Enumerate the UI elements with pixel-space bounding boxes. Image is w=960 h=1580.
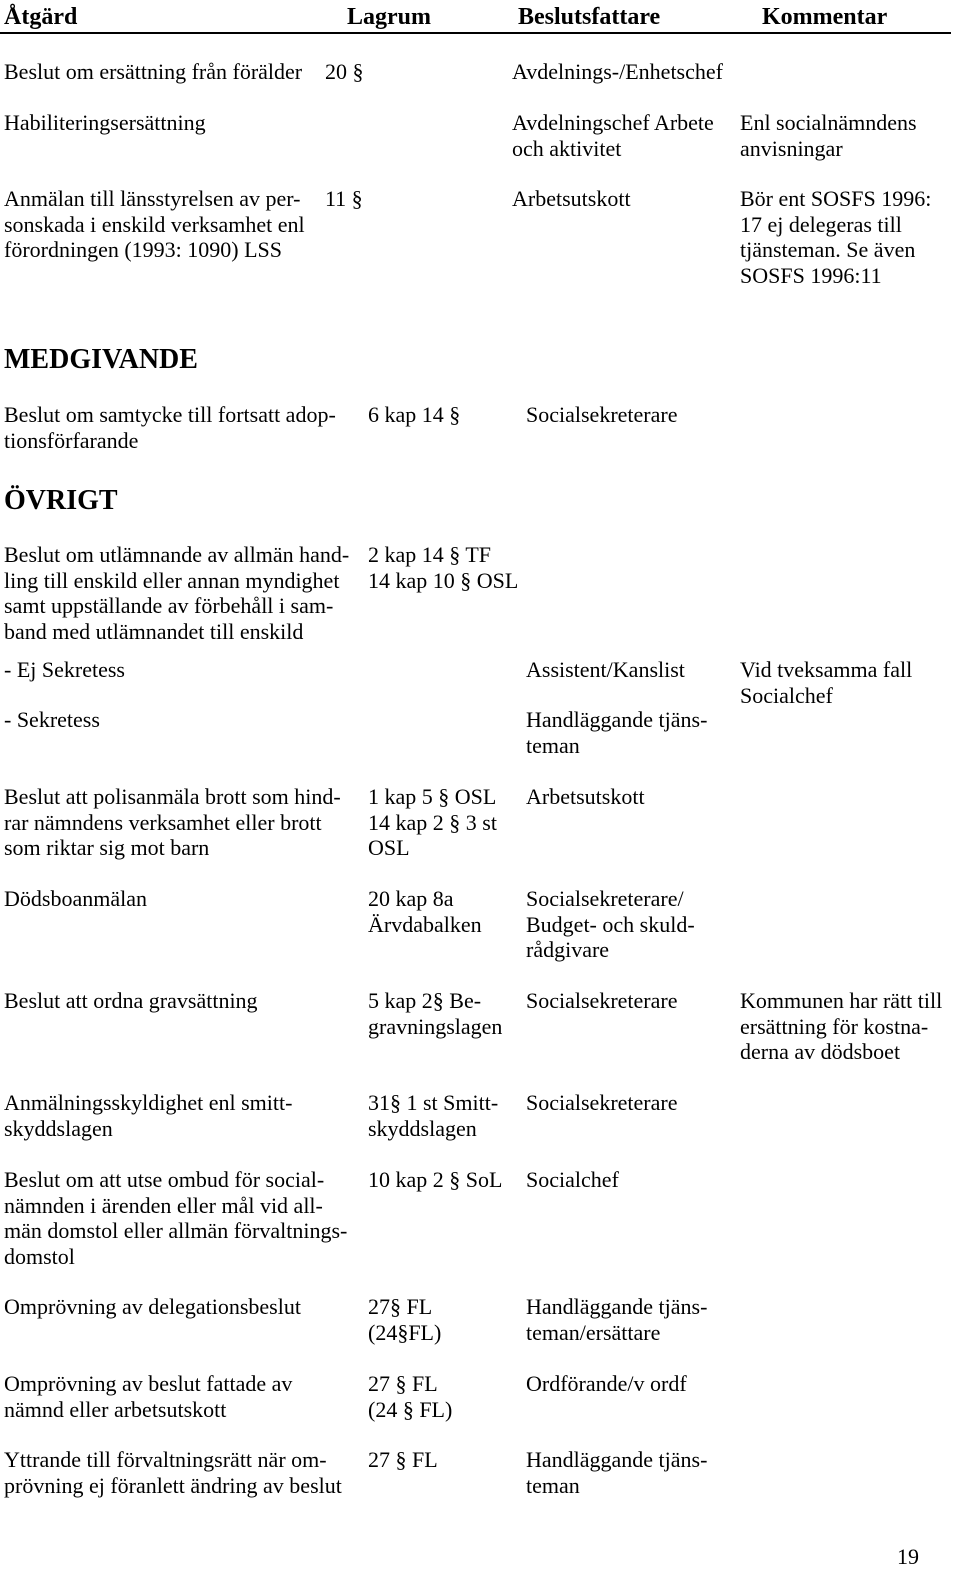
decision-maker-cell: Socialsekreterare [526,988,678,1013]
law-cell: 10 kap 2 § SoL [368,1167,503,1192]
law-cell: 2 kap 14 § TF 14 kap 10 § OSL [368,542,519,593]
comment-cell: Enl socialnämndens anvisningar [740,110,917,161]
law-cell: 6 kap 14 § [368,402,461,427]
column-header-comment: Kommentar [762,4,888,30]
law-cell: 1 kap 5 § OSL 14 kap 2 § 3 st OSL [368,784,497,860]
decision-maker-cell: Assistent/Kanslist [526,657,685,682]
column-header-law: Lagrum [347,4,431,30]
law-cell: 31§ 1 st Smitt- skyddslagen [368,1090,499,1141]
header-rule [0,32,951,34]
decision-maker-cell: Arbetsutskott [512,186,631,211]
action-cell: Beslut om samtycke till fortsatt adop- tionsförfarande [4,402,336,453]
law-cell: 27 § FL (24 § FL) [368,1371,453,1422]
action-cell: - Ej Sekretess [4,657,125,682]
action-cell: Omprövning av beslut fattade av nämnd eller arbetsutskott [4,1371,293,1422]
column-header-decision-maker: Beslutsfattare [518,4,661,30]
comment-cell: Kommunen har rätt till ersättning för kostna- derna av dödsboet [740,988,943,1064]
law-cell: 20 kap 8a Ärvdabalken [368,886,482,937]
action-cell: Yttrande till förvaltningsrätt när om- prövning ej föranlett ändring av beslut [4,1447,342,1498]
action-cell: Habiliteringsersättning [4,110,206,135]
section-heading: ÖVRIGT [4,485,118,516]
decision-maker-cell: Socialsekreterare [526,1090,678,1115]
decision-maker-cell: Socialsekreterare [526,402,678,427]
page-number: 19 [897,1544,919,1569]
action-cell: - Sekretess [4,707,100,732]
law-cell: 5 kap 2§ Be- gravningslagen [368,988,503,1039]
action-cell: Beslut att ordna gravsättning [4,988,258,1013]
action-cell: Beslut om utlämnande av allmän hand- ling till enskild eller annan myndighet samt uppställande av förbehåll i sam- band med utlämnandet till enskild [4,542,350,644]
action-cell: Omprövning av delegationsbeslut [4,1294,301,1319]
decision-maker-cell: Handläggande tjäns- teman/ersättare [526,1294,708,1345]
decision-maker-cell: Avdelnings-/Enhetschef [512,59,723,84]
decision-maker-cell: Ordförande/v ordf [526,1371,687,1396]
decision-maker-cell: Avdelningschef Arbete och aktivitet [512,110,714,161]
decision-maker-cell: Socialchef [526,1167,619,1192]
action-cell: Beslut att polisanmäla brott som hind- rar nämndens verksamhet eller brott som riktar sig mot barn [4,784,341,860]
decision-maker-cell: Handläggande tjäns- teman [526,1447,708,1498]
section-heading: MEDGIVANDE [4,344,198,375]
action-cell: Anmälan till länsstyrelsen av per- sonskada i enskild verksamhet enl förordningen (1993: 1090) LSS [4,186,305,262]
law-cell: 11 § [325,186,363,211]
action-cell: Beslut om att utse ombud för social- nämnden i ärenden eller mål vid all- män domstol eller allmän förvaltnings- domstol [4,1167,348,1269]
action-cell: Anmälningsskyldighet enl smitt- skyddslagen [4,1090,293,1141]
decision-maker-cell: Handläggande tjäns- teman [526,707,708,758]
comment-cell: Bör ent SOSFS 1996: 17 ej delegeras till tjänsteman. Se även SOSFS 1996:11 [740,186,932,288]
action-cell: Dödsboanmälan [4,886,147,911]
law-cell: 27§ FL (24§FL) [368,1294,442,1345]
law-cell: 20 § [325,59,364,84]
decision-maker-cell: Arbetsutskott [526,784,645,809]
law-cell: 27 § FL [368,1447,438,1472]
column-header-action: Åtgärd [4,4,78,30]
decision-maker-cell: Socialsekreterare/ Budget- och skuld- rådgivare [526,886,695,962]
action-cell: Beslut om ersättning från förälder [4,59,303,84]
comment-cell: Vid tveksamma fall Socialchef [740,657,913,708]
